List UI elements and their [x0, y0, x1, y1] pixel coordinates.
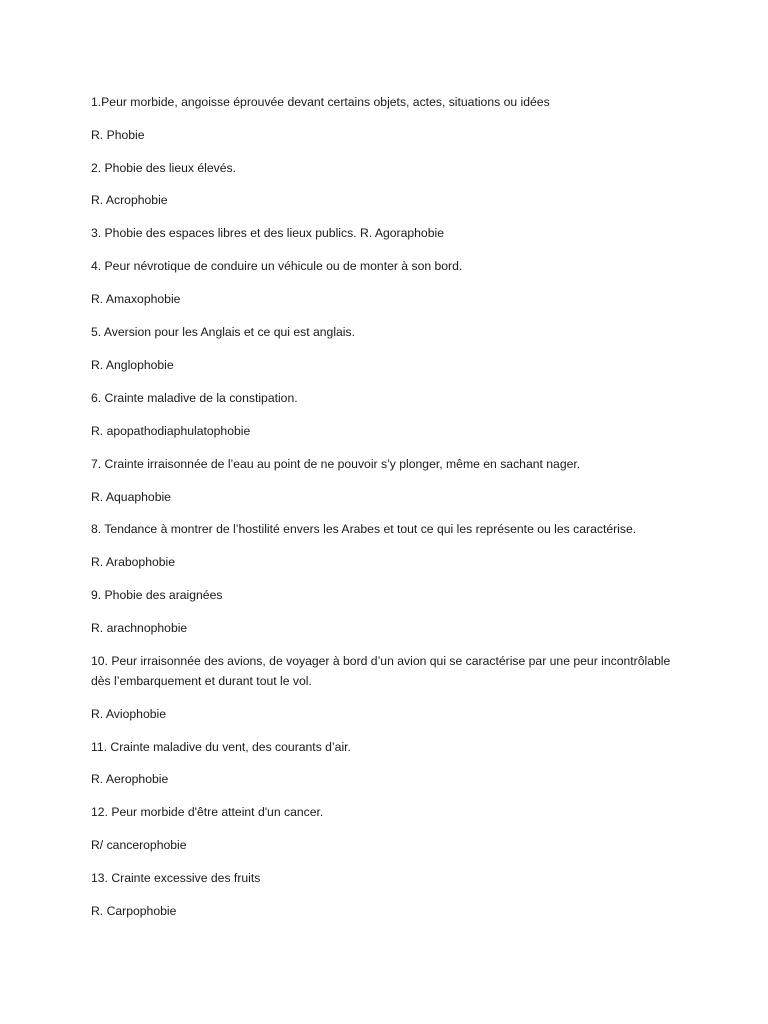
question-1: 1.Peur morbide, angoisse éprouvée devant certains objets, actes, situations ou idées: [91, 95, 550, 109]
question-13: 13. Crainte excessive des fruits: [91, 871, 261, 885]
question-4: 4. Peur névrotique de conduire un véhicule ou de monter à son bord.: [91, 259, 463, 273]
question-12: 12. Peur morbide d'être atteint d'un cancer.: [91, 805, 324, 819]
answer-6: R. apopathodiaphulatophobie: [91, 424, 251, 438]
answer-2: R. Acrophobie: [91, 193, 168, 207]
question-11: 11. Crainte maladive du vent, des courants d’air.: [91, 740, 351, 754]
answer-1: R. Phobie: [91, 128, 145, 142]
question-9: 9. Phobie des araignées: [91, 588, 223, 602]
answer-8: R. Arabophobie: [91, 555, 176, 569]
answer-11: R. Aerophobie: [91, 772, 169, 786]
answer-9: R. arachnophobie: [91, 621, 188, 635]
answer-4: R. Amaxophobie: [91, 292, 181, 306]
question-6: 6. Crainte maladive de la constipation.: [91, 391, 298, 405]
answer-7: R. Aquaphobie: [91, 490, 171, 504]
question-8: 8. Tendance à montrer de l’hostilité envers les Arabes et tout ce qui les représente ou les caractérise.: [91, 522, 637, 536]
question-7: 7. Crainte irraisonnée de l’eau au point de ne pouvoir s’y plonger, même en sachant nager.: [91, 457, 581, 471]
answer-10: R. Aviophobie: [91, 707, 166, 721]
answer-5: R. Anglophobie: [91, 358, 174, 372]
question-2: 2. Phobie des lieux élevés.: [91, 161, 236, 175]
question-10: 10. Peur irraisonnée des avions, de voyager à bord d’un avion qui se caractérise par une peur incontrôlable dès l’embarquement et durant tout le vol.: [91, 654, 671, 688]
answer-13: R. Carpophobie: [91, 904, 177, 918]
question-5: 5. Aversion pour les Anglais et ce qui est anglais.: [91, 325, 355, 339]
answer-12: R/ cancerophobie: [91, 838, 187, 852]
question-3: 3. Phobie des espaces libres et des lieux publics. R. Agoraphobie: [91, 226, 444, 240]
